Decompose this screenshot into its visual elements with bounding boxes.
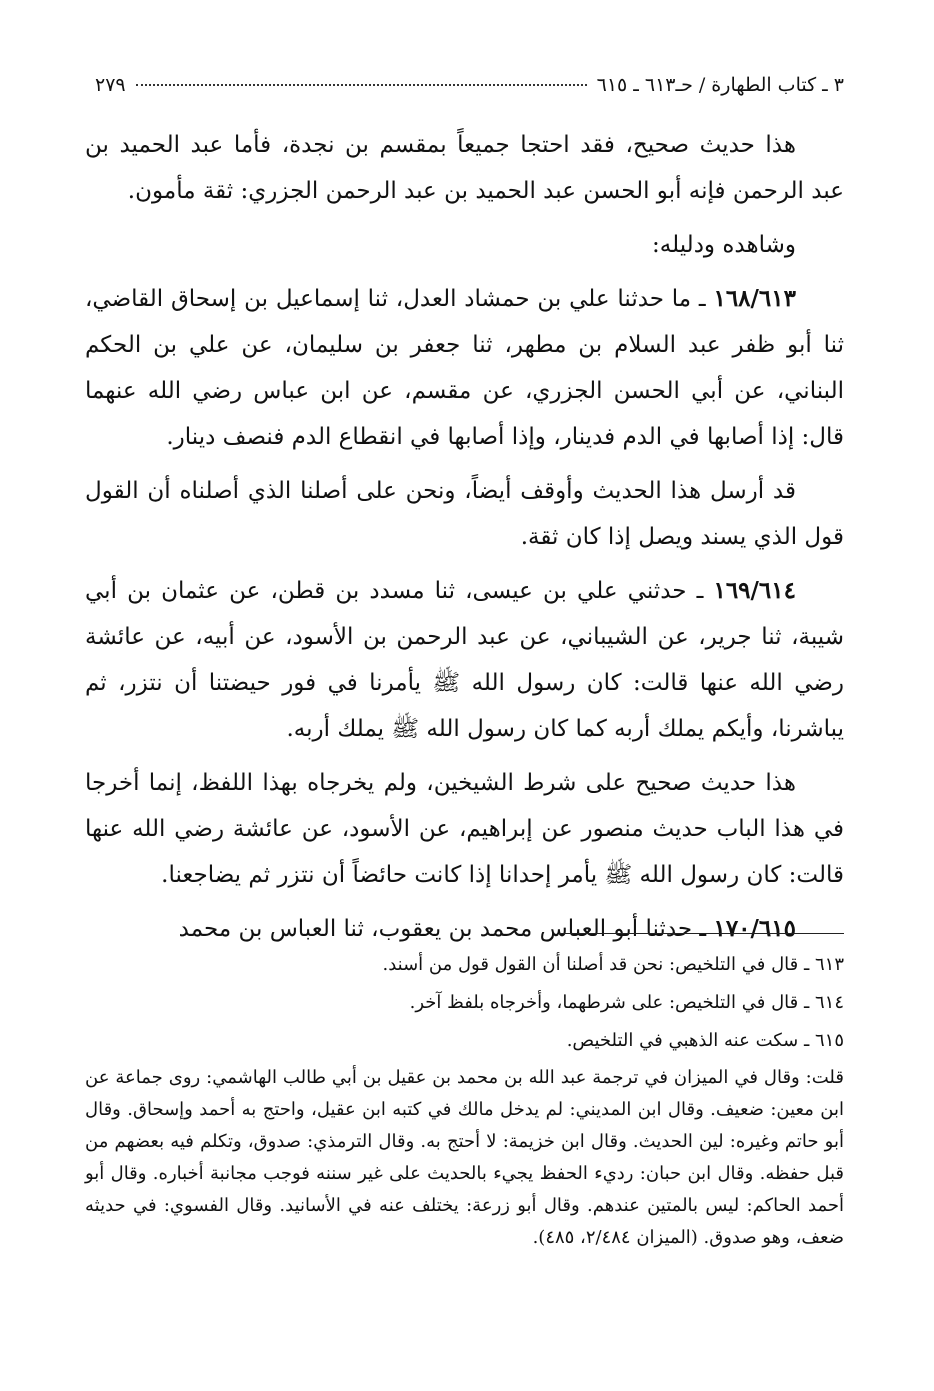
paragraph-witness-intro: وشاهده ودليله: [652, 232, 796, 258]
footnote-615: ٦١٥ ـ سكت عنه الذهبي في التلخيص. [566, 1030, 844, 1051]
paragraph-commentary: هذا حديث صحيح على شرط الشيخين، ولم يخرجاه بهذا اللفظ، إنما أخرجا في هذا الباب حديث منصور عن إبراهيم، عن الأسود، عن عائشة رضي الله عنها قالت: كان رسول الله ﷺ يأمر إحدانا إذا كانت حائضاً أن نتزر ثم يضاجعنا. [85, 770, 844, 888]
page-number: ٢٧٩ [95, 74, 126, 96]
hadith-number: ١٧٠/٦١٥ [713, 915, 796, 942]
footnotes [85, 948, 844, 1258]
running-header [95, 74, 844, 104]
hadith-text: ـ حدثنا أبو العباس محمد بن يعقوب، ثنا العباس بن محمد [178, 916, 714, 942]
paragraph-commentary: قد أرسل هذا الحديث وأوقف أيضاً، ونحن على أصلنا الذي أصلناه أن القول قول الذي يسند ويصل إذا كان ثقة. [85, 478, 844, 550]
footnote-613: ٦١٣ ـ قال في التلخيص: نحن قد أصلنا أن القول قول من أسند. [382, 954, 844, 975]
footnote-614: ٦١٤ ـ قال في التلخيص: على شرطهما، وأخرجاه بلفظ آخر. [409, 992, 844, 1013]
hadith-615 [85, 906, 844, 952]
hadith-614 [85, 568, 844, 752]
footnote-gloss: قلت: وقال في الميزان في ترجمة عبد الله بن محمد بن عقيل بن أبي طالب الهاشمي: روى جماعة عن ابن معين: ضعيف. وقال ابن المديني: لم يدخل مالك في كتبه ابن عقيل، واحتج به أحمد وإسحاق. وقال أبو حاتم وغيره: لين الحديث. وقال ابن خزيمة: لا أحتج به. وقال الترمذي: صدوق، وتكلم فيه بعضهم من قبل حفظه. وقال ابن حبان: رديء الحفظ يجيء بالحديث على غير سننه فوجب مجانبة أخباره. وقال أبو أحمد الحاكم: ليس بالمتين عندهم. وقال أبو زرعة: يختلف عنه في الأسانيد. وقال الفسوي: في حديثه ضعف، وهو صدوق. (الميزان ٢/٤٨٤، ٤٨٥). [85, 1067, 844, 1248]
hadith-number: ١٦٨/٦١٣ [713, 285, 796, 312]
dot-leader [136, 84, 587, 86]
paragraph-authentication: هذا حديث صحيح، فقد احتجا جميعاً بمقسم بن نجدة، فأما عبد الحميد بن عبد الرحمن فإنه أبو الحسن عبد الحميد بن عبد الرحمن الجزري: ثقة مأمون. [85, 132, 844, 204]
hadith-613 [85, 276, 844, 460]
hadith-number: ١٦٩/٦١٤ [713, 577, 796, 604]
hadith-text: ـ حدثني علي بن عيسى، ثنا مسدد بن قطن، عن عثمان بن أبي شيبة، ثنا جرير، عن الشيباني، عن عبد الرحمن بن الأسود، عن أبيه، عن عائشة رضي الله عنها قالت: كان رسول الله ﷺ يأمرنا في فور حيضتنا أن نتزر، ثم يباشرنا، وأيكم يملك أربه كما كان رسول الله ﷺ يملك أربه. [85, 578, 844, 742]
header-title: ٣ ـ كتاب الطهارة / حـ٦١٣ ـ ٦١٥ [596, 74, 844, 96]
hadith-text: ـ ما حدثنا علي بن حمشاد العدل، ثنا إسماعيل بن إسحاق القاضي، ثنا أبو ظفر عبد السلام بن مطهر، ثنا جعفر بن سليمان، عن علي بن الحكم البناني، عن أبي الحسن الجزري، عن مقسم، عن ابن عباس رضي الله عنهما قال: إذا أصابها في الدم فدينار، وإذا أصابها في انقطاع الدم فنصف دينار. [85, 286, 844, 450]
footnote-divider [559, 933, 844, 934]
main-text [85, 122, 844, 960]
